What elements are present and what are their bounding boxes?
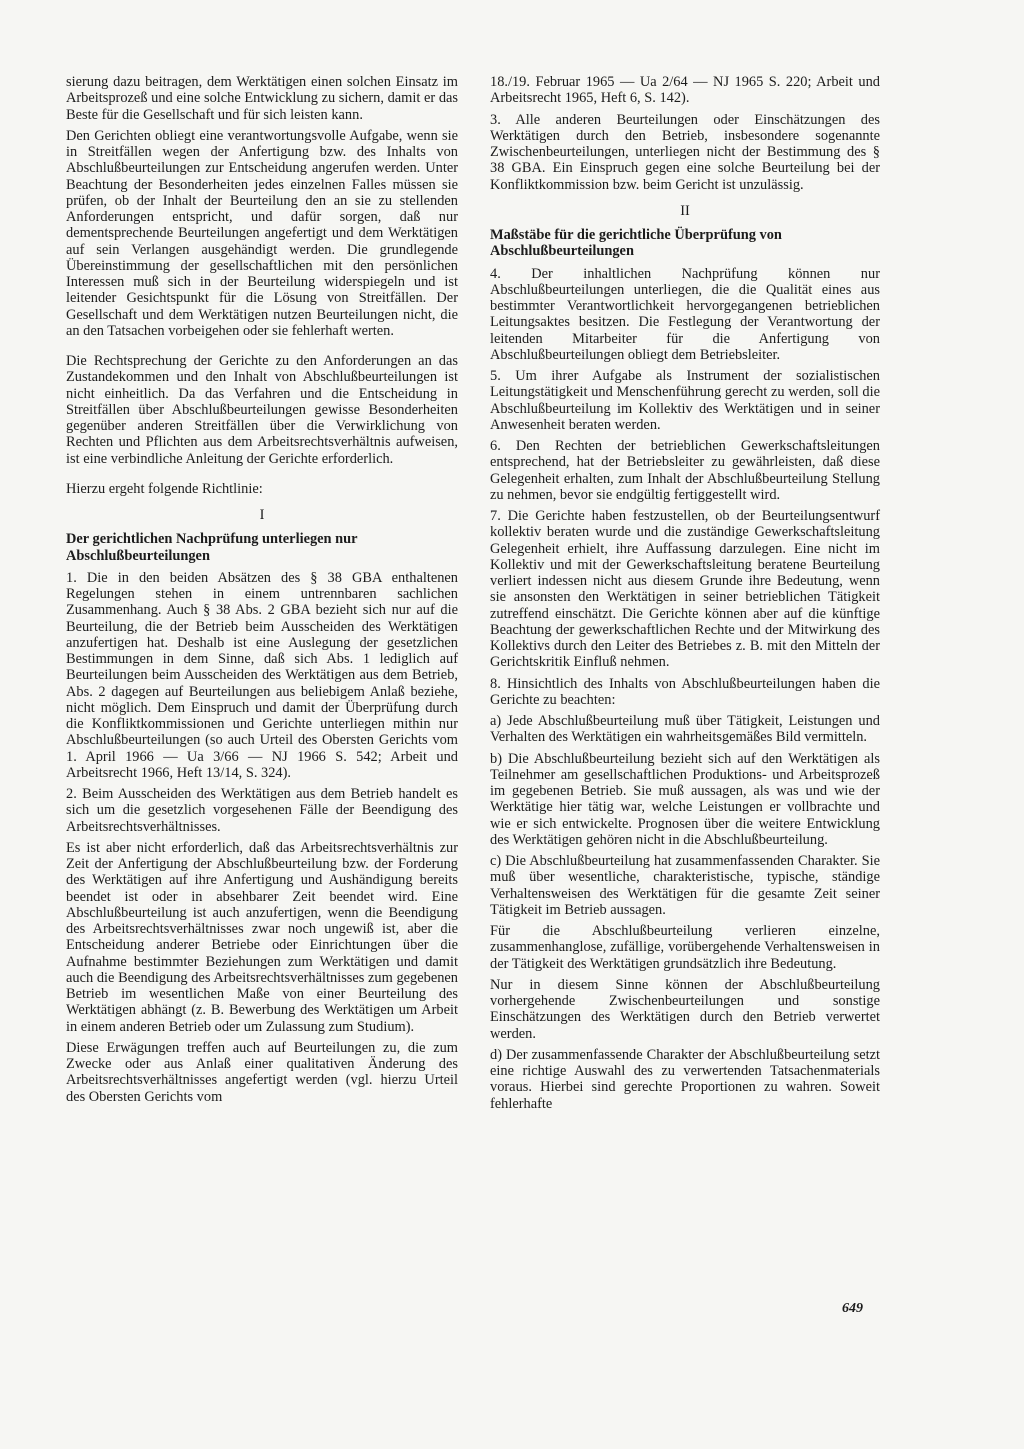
page-number: 649 — [842, 1301, 863, 1316]
section-heading: Der gerichtlichen Nachprüfung unterliegen nur Abschlußbeurteilungen — [66, 531, 358, 564]
right-column — [490, 74, 880, 1112]
paragraph: 6. Den Rechten der betrieblichen Gewerkschaftsleitungen entsprechend, hat der Betriebsleiter zu gewährleisten, daß diese Gelegenheit erhalten, zum Inhalt der Abschlußbeurteilung Stellung zu nehmen, bevor sie endgültig fertiggestellt wird. — [490, 438, 880, 503]
section-number: II — [680, 202, 690, 219]
paragraph: Die Rechtsprechung der Gerichte zu den Anforderungen an das Zustandekommen und den Inhalt von Abschlußbeurteilungen ist nicht einheitlich. Da das Verfahren und die Entscheidung in Streitfällen über Abschlußbeurteilungen gewisse Besonderheiten gegenüber anderen Streitfällen über die Verwirklichung von Rechten und Pflichten aus dem Arbeitsrechtsverhältnis aufweisen, ist eine verbindliche Anleitung der Gerichte erforderlich. — [66, 353, 458, 467]
paragraph: b) Die Abschlußbeurteilung bezieht sich auf den Werktätigen als Teilnehmer am gesellschaftlichen Produktions- und Arbeitsprozeß im gegebenen Betrieb. Sie muß aussagen, als was und wie der Werktätige hier tätig war, welche Leistungen er vollbrachte und wie er sich entwickelte. Prognosen über die weitere Entwicklung des Werktätigen gehören nicht in die Abschlußbeurteilung. — [490, 750, 880, 848]
paragraph: 8. Hinsichtlich des Inhalts von Abschlußbeurteilungen haben die Gerichte zu beachten: — [490, 675, 880, 708]
paragraph: Diese Erwägungen treffen auch auf Beurteilungen zu, die zum Zwecke oder aus Anlaß einer qualitativen Änderung des Arbeitsrechtsverhältnisses angefertigt werden (vgl. hierzu Urteil des Obersten Gerichts vom — [66, 1039, 458, 1105]
paragraph: 1. Die in den beiden Absätzen des § 38 GBA enthaltenen Regelungen stehen in einem untrennbaren sachlichen Zusammenhang. Auch § 38 Abs. 2 GBA bezieht sich nur auf die Beurteilung, die der Betrieb beim Ausscheiden des Werktätigen anzufertigen hat. Deshalb ist eine Auslegung der gesetzlichen Bestimmungen in dem Sinne, daß sich Abs. 1 lediglich auf Beurteilungen beim Ausscheiden des Werktätigen aus dem Betrieb, Abs. 2 dagegen auf Beurteilungen aus beliebigem Anlaß beziehe, nicht möglich. Dem Einspruch und damit der Überprüfung durch die Konfliktkommissionen und Gerichte unterliegen mithin nur Abschlußbeurteilungen (so auch Urteil des Obersten Gerichts vom 1. April 1966 — Ua 3/66 — NJ 1966 S. 542; Arbeit und Arbeitsrecht 1966, Heft 13/14, S. 324). — [66, 569, 458, 781]
paragraph: Nur in diesem Sinne können der Abschlußbeurteilung vorhergehende Zwischenbeurteilungen und sonstige Einschätzungen des Werktätigen durch den Betrieb verwertet werden. — [490, 976, 880, 1042]
paragraph: Den Gerichten obliegt eine verantwortungsvolle Aufgabe, wenn sie in Streitfällen wegen der Anfertigung bzw. des Inhalts von Abschlußbeurteilungen zur Entscheidung angerufen werden. Unter Beachtung der Besonderheiten jedes einzelnen Falles müssen sie prüfen, ob der Inhalt der Beurteilung den an sie zu stellenden Anforderungen entspricht, und dafür sorgen, daß nur dementsprechende Beurteilungen angefertigt und dem Werktätigen auf sein Verlangen ausgehändigt werden. Die grundlegende Übereinstimmung der gesellschaftlichen mit den persönlichen Interessen muß sich in der Beurteilung widerspiegeln und ist leitender Gesichtspunkt für die Lösung von Streitfällen. Der Gesellschaft und dem Werktätigen nutzen Beurteilungen nicht, die an den Tatsachen vorbeigehen oder sie fehlerhaft werten. — [66, 127, 458, 339]
paragraph: Für die Abschlußbeurteilung verlieren einzelne, zusammenhanglose, zufällige, vorübergehende Verhaltensweisen in der Tätigkeit des Werktätigen grundsätzlich ihre Bedeutung. — [490, 923, 880, 972]
paragraph: sierung dazu beitragen, dem Werktätigen einen solchen Einsatz im Arbeitsprozeß und eine solche Entwicklung zu sichern, damit er das Beste für die Gesellschaft und für sich leisten kann. — [66, 74, 458, 123]
section-number: I — [259, 507, 265, 523]
paragraph: d) Der zusammenfassende Charakter der Abschlußbeurteilung setzt eine richtige Auswahl des zu verwertenden Tatsachenmaterials voraus. Hierbei sind gerechte Proportionen zu wahren. Soweit fehlerhafte — [490, 1046, 880, 1112]
paragraph: 3. Alle anderen Beurteilungen oder Einschätzungen des Werktätigen durch den Betrieb, insbesondere sogenannte Zwischenbeurteilungen, unterliegen nicht der Bestimmung des § 38 GBA. Ein Einspruch gegen eine solche Beurteilung bei der Konfliktkommission bzw. beim Gericht ist unzulässig. — [490, 111, 880, 193]
paragraph: 7. Die Gerichte haben festzustellen, ob der Beurteilungsentwurf kollektiv beraten wurde und die zuständige Gewerkschaftsleitung Gelegenheit erhielt, ihre Auffassung darzulegen. Eine nicht im Kollektiv und mit der Gewerkschaftsleitung beratene Beurteilung verliert indessen nicht aus diesem Grunde ihre Bedeutung, wenn sie ansonsten den Werktätigen in seiner betrieblichen Tätigkeit zutreffend einschätzt. Die Gerichte können aber auf die künftige Beachtung der gewerkschaftlichen Rechte und der Mitwirkung des Kollektivs durch den Leiter des Betriebes z. B. mit den Mitteln der Gerichtskritik Einfluß nehmen. — [490, 508, 880, 671]
left-column — [66, 74, 458, 1105]
section-heading: Maßstäbe für die gerichtliche Überprüfung von Abschlußbeurteilungen — [490, 227, 782, 260]
paragraph: Hierzu ergeht folgende Richtlinie: — [66, 480, 263, 497]
paragraph: 2. Beim Ausscheiden des Werktätigen aus dem Betrieb handelt es sich um die gesetzlich vorgesehenen Fälle der Beendigung des Arbeitsrechtsverhältnisses. — [66, 786, 458, 835]
paragraph: 18./19. Februar 1965 — Ua 2/64 — NJ 1965 S. 220; Arbeit und Arbeitsrecht 1965, Heft 6, S. 142). — [490, 74, 880, 107]
paragraph: c) Die Abschlußbeurteilung hat zusammenfassenden Charakter. Sie muß über wesentliche, charakteristische, typische, ständige Verhaltensweisen des Werktätigen für die gesamte Zeit seiner Tätigkeit im Betrieb aussagen. — [490, 853, 880, 918]
paragraph: 5. Um ihrer Aufgabe als Instrument der sozialistischen Leitungstätigkeit und Menschenführung gerecht zu werden, soll die Abschlußbeurteilung im Kollektiv des Werktätigen und in seiner Anwesenheit beraten werden. — [490, 368, 880, 433]
paragraph: 4. Der inhaltlichen Nachprüfung können nur Abschlußbeurteilungen unterliegen, die die Qualität eines aus bestimmter Verantwortlichkeit hervorgegangenen betrieblichen Leitungsaktes besitzen. Die Festlegung der Verantwortung der leitenden Mitarbeiter für die Anfertigung von Abschlußbeurteilungen obliegt dem Betriebsleiter. — [490, 265, 880, 363]
paragraph: a) Jede Abschlußbeurteilung muß über Tätigkeit, Leistungen und Verhalten des Werktätigen ein wahrheitsgemäßes Bild vermitteln. — [490, 713, 880, 746]
paragraph: Es ist aber nicht erforderlich, daß das Arbeitsrechtsverhältnis zur Zeit der Anfertigung der Abschlußbeurteilung bzw. der Forderung des Werktätigen auf ihre Anfertigung und Aushändigung bereits beendet ist oder in absehbarer Zeit beendet wird. Eine Abschlußbeurteilung ist auch anzufertigen, wenn die Beendigung des Arbeitsrechtsverhältnisses zwar noch ungewiß ist, aber die Entscheidung anderer Betriebe oder Einrichtungen über die Aufnahme bestimmter Beziehungen zum Werktätigen und damit auch die Beendigung des Arbeitsrechtsverhältnisses zum gegebenen Betrieb im wesentlichen Maße von einer Beurteilung des Werktätigen abhängt (z. B. Bewerbung des Werktätigen um Arbeit in einem anderen Betrieb oder um Zulassung zum Studium). — [66, 839, 458, 1035]
